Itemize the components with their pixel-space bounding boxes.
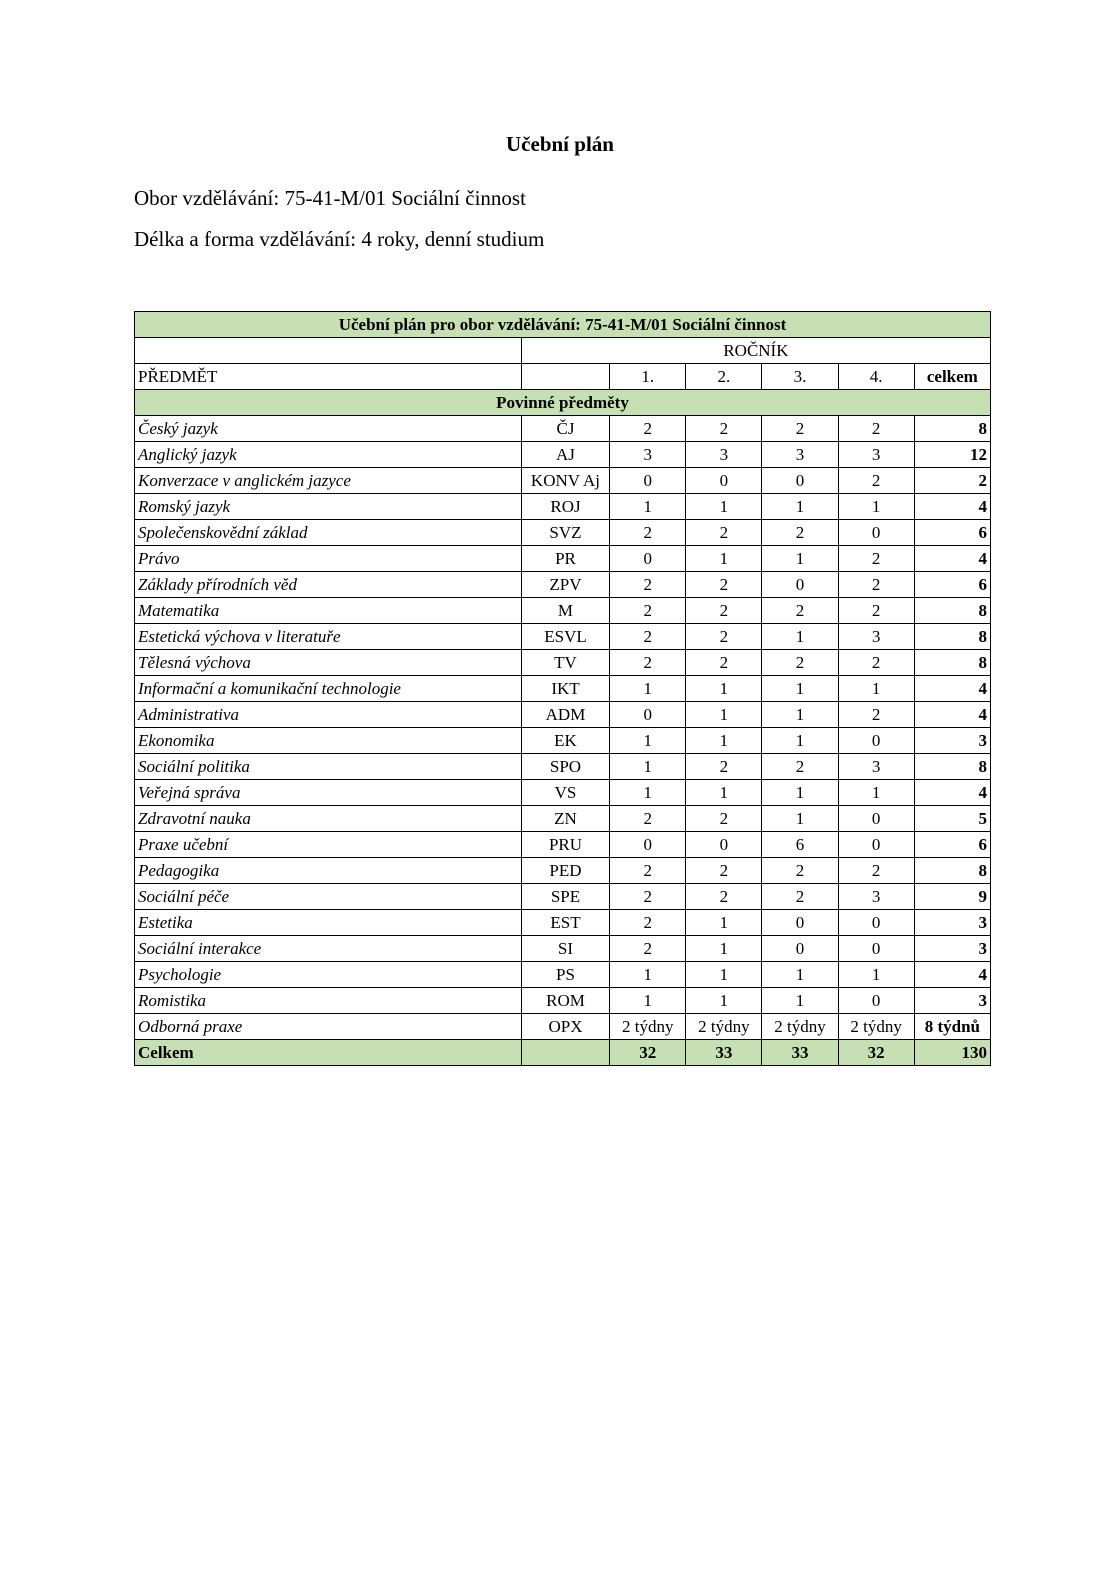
year-1-hours: 2 týdny xyxy=(610,1014,686,1040)
year-3-hours: 2 xyxy=(762,754,838,780)
table-title-row xyxy=(135,312,991,338)
subject-abbr: OPX xyxy=(521,1014,609,1040)
total-hours: 4 xyxy=(914,676,990,702)
subject-name: Anglický jazyk xyxy=(135,442,522,468)
total-hours: 8 xyxy=(914,650,990,676)
total-year-4: 32 xyxy=(838,1040,914,1066)
subject-name: Český jazyk xyxy=(135,416,522,442)
year-1-hours: 1 xyxy=(610,494,686,520)
subject-abbr: SPE xyxy=(521,884,609,910)
subject-name: Informační a komunikační technologie xyxy=(135,676,522,702)
year-2-hours: 2 xyxy=(686,806,762,832)
year-2-hours: 2 xyxy=(686,520,762,546)
year-4-hours: 1 xyxy=(838,780,914,806)
subject-name: Sociální péče xyxy=(135,884,522,910)
year-4-hours: 2 xyxy=(838,702,914,728)
table-row xyxy=(135,936,991,962)
table-row xyxy=(135,780,991,806)
rocnik-header: ROČNÍK xyxy=(521,338,990,364)
table-row xyxy=(135,702,991,728)
subject-abbr: SI xyxy=(521,936,609,962)
column-header-row xyxy=(135,364,991,390)
year-1-hours: 2 xyxy=(610,650,686,676)
year-1-hours: 0 xyxy=(610,832,686,858)
year-3-hours: 1 xyxy=(762,702,838,728)
year-4-hours: 2 xyxy=(838,858,914,884)
table-row xyxy=(135,520,991,546)
year-4-hours: 2 xyxy=(838,598,914,624)
table-row xyxy=(135,962,991,988)
table-row xyxy=(135,572,991,598)
total-hours: 8 xyxy=(914,754,990,780)
year-3-hours: 2 xyxy=(762,598,838,624)
year-2-hours: 1 xyxy=(686,962,762,988)
year-3-hours: 1 xyxy=(762,676,838,702)
total-header: celkem xyxy=(914,364,990,390)
year-3-hours: 1 xyxy=(762,546,838,572)
subject-abbr: PRU xyxy=(521,832,609,858)
table-row xyxy=(135,598,991,624)
year-1-header: 1. xyxy=(610,364,686,390)
total-hours: 8 xyxy=(914,624,990,650)
total-year-3: 33 xyxy=(762,1040,838,1066)
year-3-hours: 2 xyxy=(762,884,838,910)
total-hours: 5 xyxy=(914,806,990,832)
year-2-hours: 1 xyxy=(686,988,762,1014)
year-4-hours: 2 týdny xyxy=(838,1014,914,1040)
year-4-hours: 0 xyxy=(838,936,914,962)
table-row xyxy=(135,884,991,910)
year-2-hours: 0 xyxy=(686,468,762,494)
year-4-hours: 2 xyxy=(838,546,914,572)
empty-header-cell xyxy=(135,338,522,364)
year-4-hours: 0 xyxy=(838,910,914,936)
year-1-hours: 3 xyxy=(610,442,686,468)
subject-name: Administrativa xyxy=(135,702,522,728)
subject-name: Právo xyxy=(135,546,522,572)
year-3-hours: 3 xyxy=(762,442,838,468)
total-hours: 12 xyxy=(914,442,990,468)
year-2-hours: 2 xyxy=(686,572,762,598)
total-hours: 2 xyxy=(914,468,990,494)
curriculum-table-body xyxy=(135,312,991,1066)
year-3-hours: 2 xyxy=(762,416,838,442)
year-1-hours: 2 xyxy=(610,624,686,650)
year-4-hours: 0 xyxy=(838,806,914,832)
year-1-hours: 2 xyxy=(610,910,686,936)
subject-name: Společenskovědní základ xyxy=(135,520,522,546)
table-row xyxy=(135,806,991,832)
subject-name: Psychologie xyxy=(135,962,522,988)
subject-abbr: SVZ xyxy=(521,520,609,546)
year-3-header: 3. xyxy=(762,364,838,390)
year-3-hours: 1 xyxy=(762,624,838,650)
total-hours: 6 xyxy=(914,520,990,546)
subject-abbr: AJ xyxy=(521,442,609,468)
total-year-1: 32 xyxy=(610,1040,686,1066)
year-2-hours: 3 xyxy=(686,442,762,468)
total-year-2: 33 xyxy=(686,1040,762,1066)
year-2-hours: 1 xyxy=(686,676,762,702)
document-title: Učební plán xyxy=(506,132,614,156)
table-row xyxy=(135,754,991,780)
year-1-hours: 1 xyxy=(610,962,686,988)
subject-abbr: ČJ xyxy=(521,416,609,442)
subject-name: Konverzace v anglickém jazyce xyxy=(135,468,522,494)
subject-abbr: VS xyxy=(521,780,609,806)
abbr-header-cell xyxy=(521,364,609,390)
total-hours: 8 týdnů xyxy=(914,1014,990,1040)
total-hours: 3 xyxy=(914,728,990,754)
table-row xyxy=(135,624,991,650)
subject-abbr: EK xyxy=(521,728,609,754)
year-4-hours: 2 xyxy=(838,468,914,494)
year-1-hours: 2 xyxy=(610,858,686,884)
table-row xyxy=(135,416,991,442)
total-hours: 4 xyxy=(914,962,990,988)
total-hours: 6 xyxy=(914,572,990,598)
year-4-hours: 3 xyxy=(838,884,914,910)
table-row xyxy=(135,728,991,754)
year-2-hours: 2 xyxy=(686,884,762,910)
year-3-hours: 2 xyxy=(762,520,838,546)
subject-name: Sociální interakce xyxy=(135,936,522,962)
subject-abbr: ROJ xyxy=(521,494,609,520)
totals-empty-cell xyxy=(521,1040,609,1066)
table-row xyxy=(135,1014,991,1040)
study-duration-line: Délka a forma vzdělávání: 4 roky, denní studium xyxy=(134,227,545,251)
year-4-hours: 2 xyxy=(838,572,914,598)
year-2-hours: 2 xyxy=(686,754,762,780)
year-3-hours: 2 xyxy=(762,858,838,884)
total-hours: 4 xyxy=(914,494,990,520)
year-2-hours: 2 xyxy=(686,858,762,884)
year-4-hours: 1 xyxy=(838,676,914,702)
year-2-hours: 1 xyxy=(686,936,762,962)
section-row xyxy=(135,390,991,416)
year-3-hours: 0 xyxy=(762,936,838,962)
table-row xyxy=(135,676,991,702)
year-4-hours: 0 xyxy=(838,832,914,858)
subject-name: Romistika xyxy=(135,988,522,1014)
totals-label: Celkem xyxy=(135,1040,522,1066)
subject-abbr: KONV Aj xyxy=(521,468,609,494)
year-2-hours: 1 xyxy=(686,546,762,572)
subject-abbr: TV xyxy=(521,650,609,676)
year-3-hours: 1 xyxy=(762,962,838,988)
subject-name: Ekonomika xyxy=(135,728,522,754)
year-1-hours: 2 xyxy=(610,884,686,910)
subject-abbr: ZPV xyxy=(521,572,609,598)
year-3-hours: 0 xyxy=(762,910,838,936)
year-1-hours: 1 xyxy=(610,780,686,806)
field-of-study-line: Obor vzdělávání: 75-41-M/01 Sociální činnost xyxy=(134,186,526,210)
year-1-hours: 0 xyxy=(610,702,686,728)
table-row xyxy=(135,832,991,858)
year-2-hours: 2 xyxy=(686,598,762,624)
year-4-hours: 0 xyxy=(838,988,914,1014)
year-4-hours: 2 xyxy=(838,416,914,442)
year-4-hours: 0 xyxy=(838,728,914,754)
year-1-hours: 1 xyxy=(610,676,686,702)
year-1-hours: 2 xyxy=(610,520,686,546)
subject-name: Veřejná správa xyxy=(135,780,522,806)
subject-abbr: PS xyxy=(521,962,609,988)
year-1-hours: 2 xyxy=(610,806,686,832)
year-3-hours: 1 xyxy=(762,780,838,806)
subject-name: Zdravotní nauka xyxy=(135,806,522,832)
subject-abbr: PR xyxy=(521,546,609,572)
table-row xyxy=(135,468,991,494)
year-1-hours: 2 xyxy=(610,598,686,624)
subject-name: Praxe učební xyxy=(135,832,522,858)
subject-abbr: ADM xyxy=(521,702,609,728)
year-3-hours: 2 týdny xyxy=(762,1014,838,1040)
subject-name: Tělesná výchova xyxy=(135,650,522,676)
subject-abbr: PED xyxy=(521,858,609,884)
total-hours: 8 xyxy=(914,598,990,624)
subject-abbr: EST xyxy=(521,910,609,936)
subject-abbr: SPO xyxy=(521,754,609,780)
subject-name: Pedagogika xyxy=(135,858,522,884)
subject-name: Estetická výchova v literatuře xyxy=(135,624,522,650)
year-3-hours: 1 xyxy=(762,988,838,1014)
year-2-hours: 1 xyxy=(686,494,762,520)
year-4-hours: 3 xyxy=(838,754,914,780)
year-2-hours: 1 xyxy=(686,910,762,936)
year-4-hours: 0 xyxy=(838,520,914,546)
total-hours: 3 xyxy=(914,910,990,936)
year-3-hours: 1 xyxy=(762,806,838,832)
year-2-hours: 1 xyxy=(686,728,762,754)
table-row xyxy=(135,988,991,1014)
total-hours: 9 xyxy=(914,884,990,910)
year-3-hours: 0 xyxy=(762,572,838,598)
totals-row xyxy=(135,1040,991,1066)
year-2-hours: 2 týdny xyxy=(686,1014,762,1040)
year-2-hours: 2 xyxy=(686,624,762,650)
year-3-hours: 0 xyxy=(762,468,838,494)
year-2-header: 2. xyxy=(686,364,762,390)
subject-name: Matematika xyxy=(135,598,522,624)
table-title: Učební plán pro obor vzdělávání: 75-41-M/01 Sociální činnost xyxy=(135,312,991,338)
subject-abbr: M xyxy=(521,598,609,624)
total-hours: 3 xyxy=(914,936,990,962)
year-3-hours: 2 xyxy=(762,650,838,676)
year-1-hours: 1 xyxy=(610,754,686,780)
year-3-hours: 1 xyxy=(762,728,838,754)
subject-abbr: ROM xyxy=(521,988,609,1014)
subject-abbr: IKT xyxy=(521,676,609,702)
total-hours: 4 xyxy=(914,702,990,728)
total-hours: 8 xyxy=(914,416,990,442)
total-hours: 3 xyxy=(914,988,990,1014)
year-1-hours: 0 xyxy=(610,546,686,572)
subject-header: PŘEDMĚT xyxy=(135,364,522,390)
year-2-hours: 2 xyxy=(686,650,762,676)
year-4-header: 4. xyxy=(838,364,914,390)
grand-total: 130 xyxy=(914,1040,990,1066)
subject-name: Estetika xyxy=(135,910,522,936)
subject-abbr: ZN xyxy=(521,806,609,832)
year-4-hours: 2 xyxy=(838,650,914,676)
year-4-hours: 1 xyxy=(838,494,914,520)
year-2-hours: 1 xyxy=(686,702,762,728)
table-row xyxy=(135,442,991,468)
subject-abbr: ESVL xyxy=(521,624,609,650)
year-4-hours: 1 xyxy=(838,962,914,988)
year-1-hours: 1 xyxy=(610,728,686,754)
year-2-hours: 0 xyxy=(686,832,762,858)
total-hours: 8 xyxy=(914,858,990,884)
total-hours: 4 xyxy=(914,546,990,572)
year-4-hours: 3 xyxy=(838,442,914,468)
subject-name: Sociální politika xyxy=(135,754,522,780)
section-label: Povinné předměty xyxy=(135,390,991,416)
total-hours: 4 xyxy=(914,780,990,806)
subject-name: Odborná praxe xyxy=(135,1014,522,1040)
year-3-hours: 6 xyxy=(762,832,838,858)
year-4-hours: 3 xyxy=(838,624,914,650)
year-2-hours: 1 xyxy=(686,780,762,806)
table-row xyxy=(135,858,991,884)
rocnik-row xyxy=(135,338,991,364)
table-row xyxy=(135,910,991,936)
year-2-hours: 2 xyxy=(686,416,762,442)
year-3-hours: 1 xyxy=(762,494,838,520)
year-1-hours: 2 xyxy=(610,572,686,598)
year-1-hours: 2 xyxy=(610,416,686,442)
year-1-hours: 0 xyxy=(610,468,686,494)
year-1-hours: 1 xyxy=(610,988,686,1014)
table-row xyxy=(135,494,991,520)
table-row xyxy=(135,650,991,676)
table-row xyxy=(135,546,991,572)
year-1-hours: 2 xyxy=(610,936,686,962)
subject-name: Romský jazyk xyxy=(135,494,522,520)
curriculum-table xyxy=(134,311,991,1066)
total-hours: 6 xyxy=(914,832,990,858)
subject-name: Základy přírodních věd xyxy=(135,572,522,598)
